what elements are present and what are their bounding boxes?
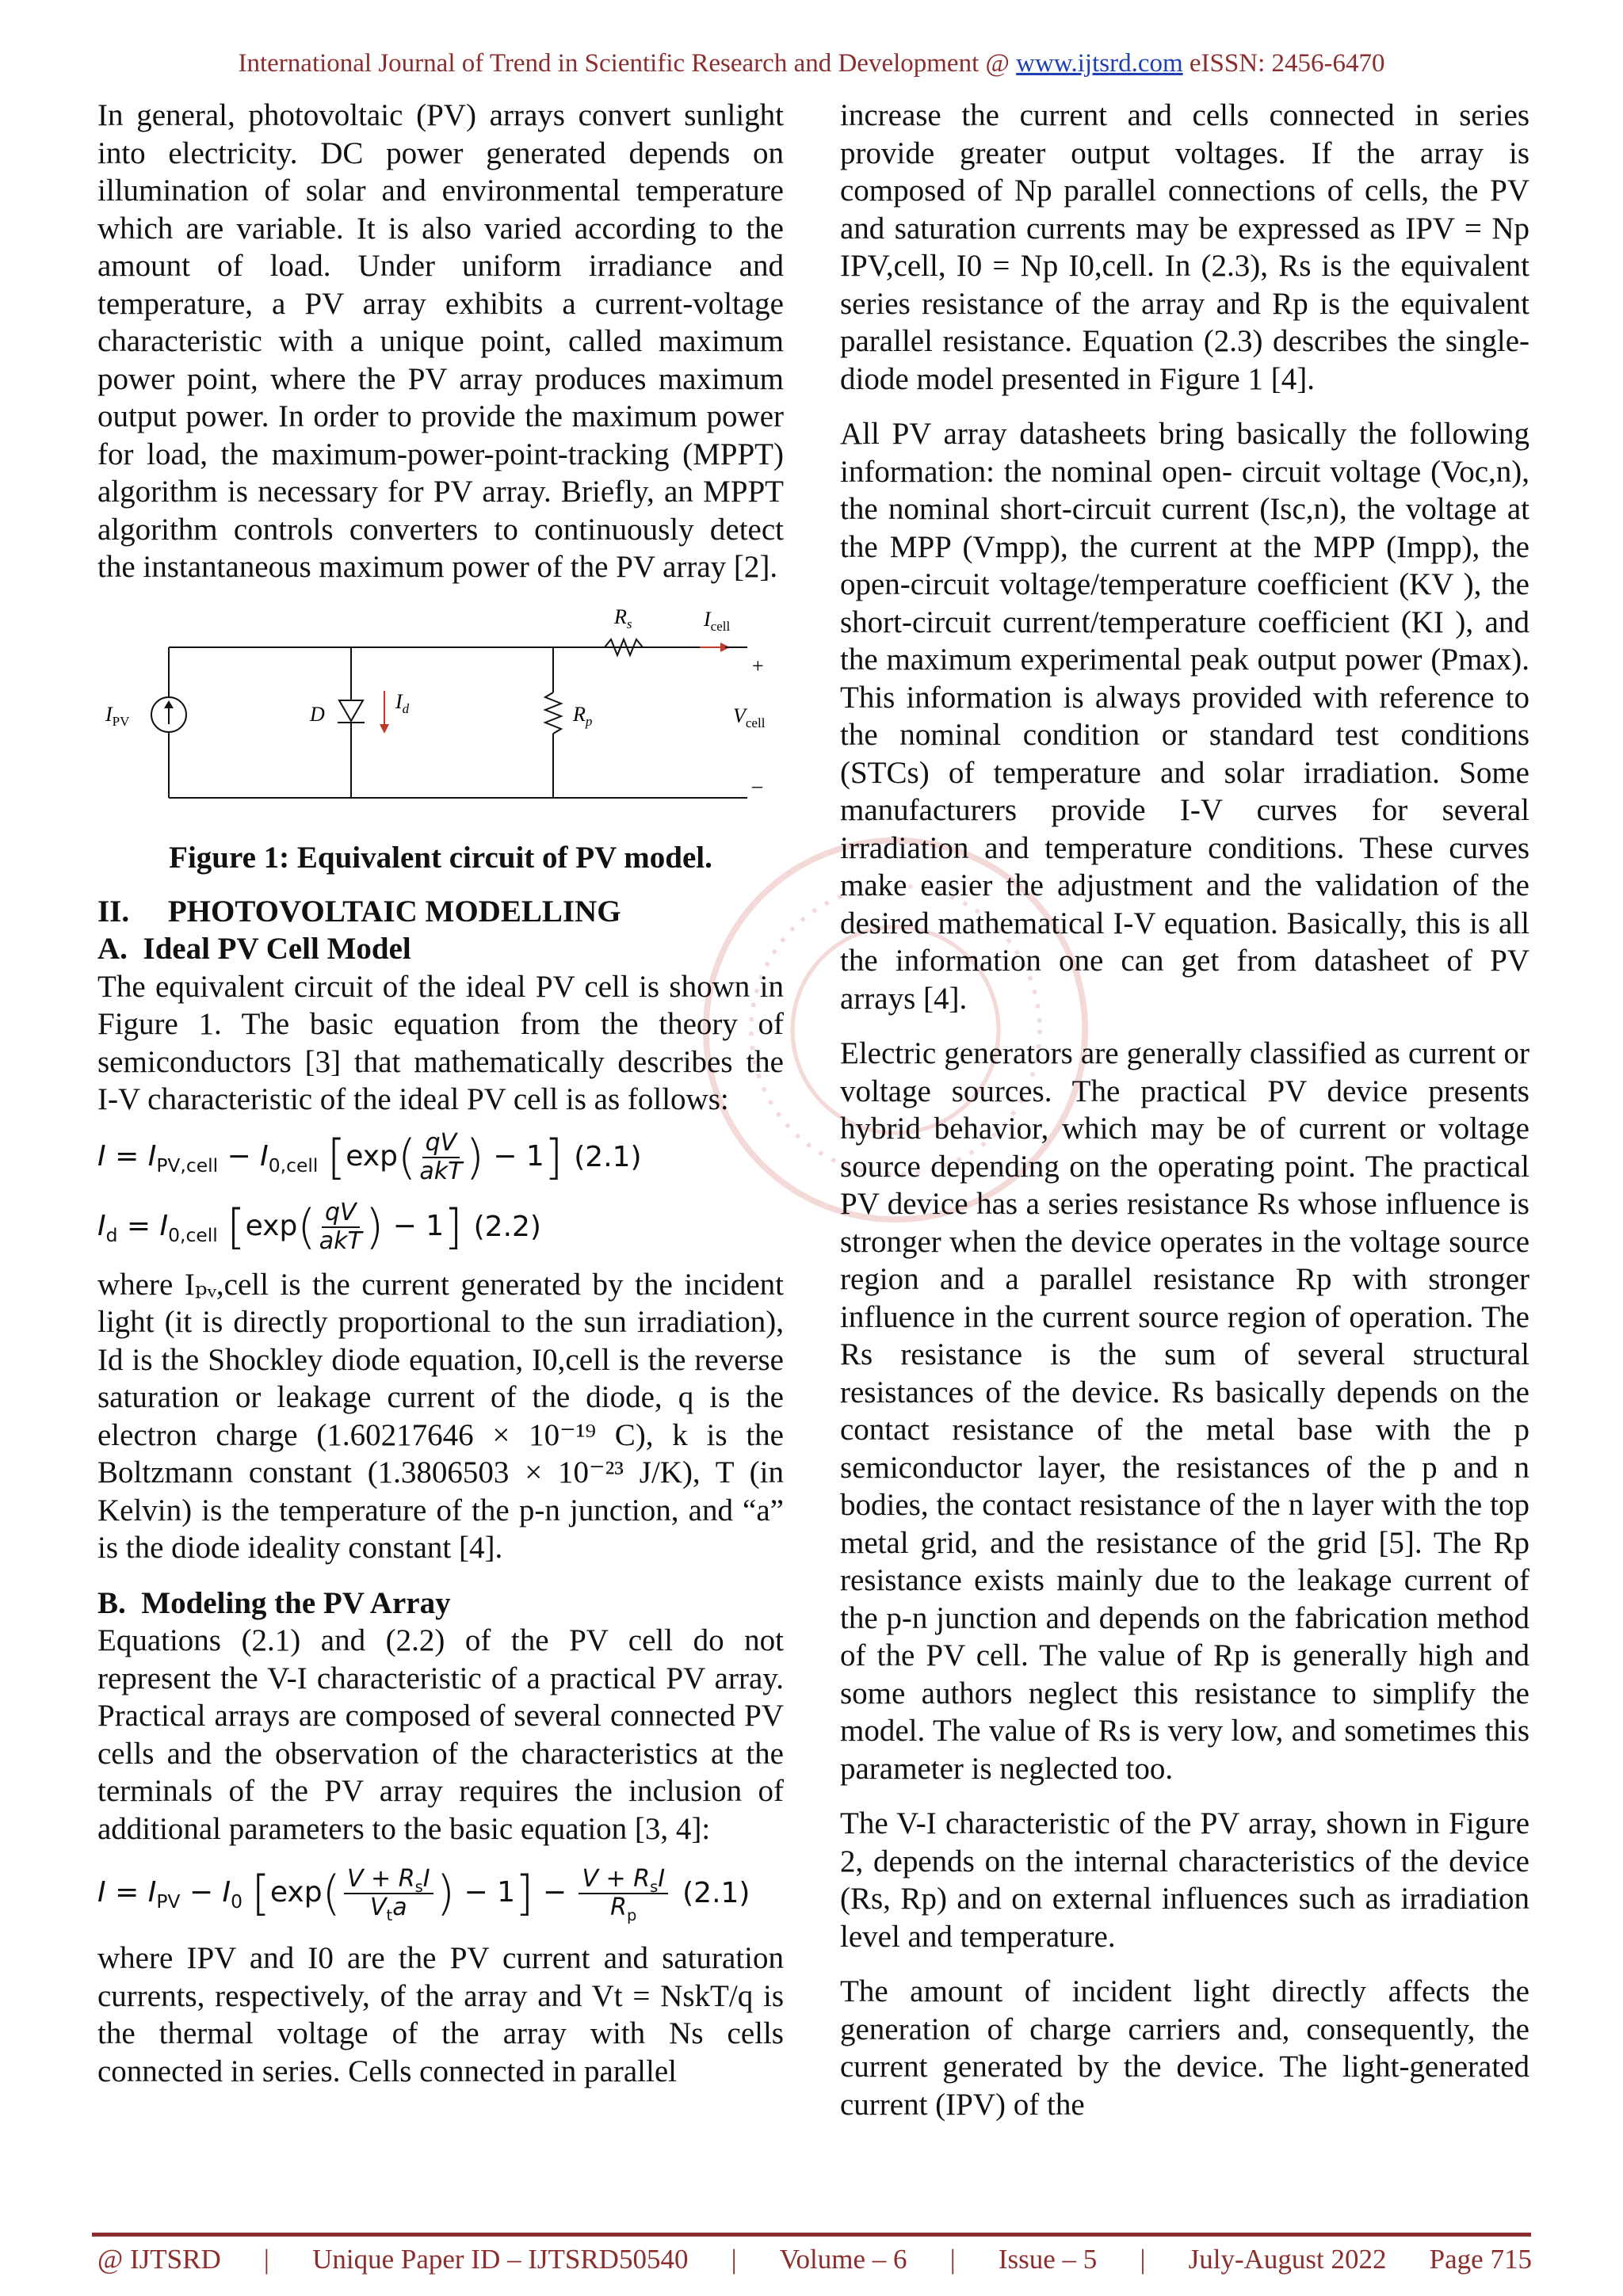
intro-paragraph: In general, photovoltaic (PV) arrays convert sunlight into electricity. DC power generated depends on illumination of solar and environmental temperature which are variable. It is also varied according to the amount of load. Under uniform irradiance and temperature, a PV array exhibits a current-voltage characteristic with a unique point, called maximum power point, where the PV array produces maximum output power. In order to provide the maximum power for load, the maximum-power-point-tracking (MPPT) algorithm is necessary for PV array. Briefly, an MPPT algorithm controls converters to continuously detect the instantaneous maximum power of the PV array [2]. xyxy=(97,98,784,584)
footer-rule xyxy=(92,2233,1531,2237)
journal-name: International Journal of Trend in Scientific Research and Development @ xyxy=(238,49,1017,78)
footer-ijtsrd: @ IJTSRD xyxy=(97,2244,221,2275)
footer-sep-1: | xyxy=(263,2244,269,2275)
page-footer xyxy=(97,2244,1532,2275)
right-paragraph-4: The V-I characteristic of the PV array, shown in Figure 2, depends on the internal characteristics of the device (Rs, Rp) and on external influences such as irradiation level and temperature. xyxy=(840,1806,1529,1954)
equation-2-1: $I = I_{PV,cell} - I_{0,cell}$ [exp( $\frac{qV}{\text{akT}}$ ) − 1] (2.1) xyxy=(97,1128,642,1185)
right-column xyxy=(840,97,1529,2141)
diode-label: D xyxy=(310,702,325,726)
footer-paper-id: Unique Paper ID – IJTSRD50540 xyxy=(312,2244,689,2275)
figure-1 xyxy=(97,604,784,835)
footer-date: July-August 2022 xyxy=(1188,2244,1387,2275)
journal-issn: eISSN: 2456-6470 xyxy=(1182,49,1385,78)
pv-equivalent-circuit xyxy=(97,604,784,826)
equation-2-2-number: (2.2) xyxy=(473,1210,541,1243)
id-label: $I_d$ xyxy=(395,689,410,716)
right-paragraph-2: All PV array datasheets bring basically the following information: the nominal open- circuit voltage (Voc,n), the nominal short-circuit current (Isc,n), the voltage at the MPP (Vmpp), the current at the MPP (Impp), the open-circuit voltage/temperature coefficient (KV ), the short-circuit current/temperature coefficient (KI ), and the maximum experimental peak output power (Pmax). This information is always provided with reference to the nominal condition or standard test conditions (STCs) of temperature and solar irradiation. Some manufacturers provide I-V curves for several irradiation and temperature conditions. These curves make easier the adjustment and the validation of the desired mathematical I-V equation. Basically, this is all the information one can get from datasheet of PV arrays [4]. xyxy=(840,417,1529,1016)
right-paragraph-3: Electric generators are generally classified as current or voltage sources. The practical PV device presents hybrid behavior, which may be of current or voltage source depending on the operating point. The practical PV device has a series resistance Rs whose influence is stronger when the device operates in the voltage source region and a parallel resistance Rp with stronger influence in the current source region of operation. The Rs resistance is the sum of several structural resistances of the device. Rs basically depends on the contact resistance of the metal base with the p semiconductor layer, the resistances of the p and n bodies, the contact resistance of the n layer with the top metal grid, and the resistance of the grid [5]. The Rp resistance exists mainly due to the leakage current of the p-n junction and depends on the fabrication method of the PV cell. The value of Rp is generally high and some authors neglect this resistance to simplify the model. The value of Rs is very low, and sometimes this parameter is neglected too. xyxy=(840,1036,1529,1786)
footer-sep-3: | xyxy=(949,2244,956,2275)
equation-2-3-number: (2.1) xyxy=(682,1877,750,1910)
footer-issue: Issue – 5 xyxy=(998,2244,1098,2275)
icell-label: $I_{cell}$ xyxy=(704,607,731,634)
rs-label: $R_s$ xyxy=(614,605,632,631)
right-paragraph-1: increase the current and cells connected in series provide greater output voltages. If the array is composed of Np parallel connections of cells, the PV and saturation currents may be expressed as IPV = Np IPV,cell, I0 = Np I0,cell. In (2.3), Rs is the equivalent series resistance of the array and Rp is the equivalent parallel resistance. Equation (2.3) describes the single-diode model presented in Figure 1 [4]. xyxy=(840,98,1529,396)
section-heading: II. PHOTOVOLTAIC MODELLING xyxy=(97,894,621,929)
footer-page: Page 715 xyxy=(1429,2244,1532,2275)
plus-terminal-label: + xyxy=(752,654,764,677)
subsection-b-paragraph: Equations (2.1) and (2.2) of the PV cell do not represent the V-I characteristic of a practical PV array. Practical arrays are composed of several connected PV cells and the observation of the characteristics at the terminals of the PV array requires the inclusion of additional parameters to the basic equation [3, 4]: xyxy=(97,1623,784,1846)
vcell-label: $V_{cell}$ xyxy=(733,704,766,730)
minus-terminal-label: – xyxy=(752,773,762,797)
footer-sep-2: | xyxy=(731,2244,737,2275)
footer-volume: Volume – 6 xyxy=(779,2244,907,2275)
subsection-a-heading: A. Ideal PV Cell Model xyxy=(97,932,411,966)
rp-label: $R_p$ xyxy=(573,702,593,729)
ipv-label: $I_{PV}$ xyxy=(105,702,130,729)
left-column xyxy=(97,97,784,2107)
subsection-b-heading: B. Modeling the PV Array xyxy=(97,1585,451,1620)
equation-2-1-number: (2.1) xyxy=(574,1140,642,1173)
figure-1-caption: Figure 1: Equivalent circuit of PV model. xyxy=(169,841,712,875)
where-paragraph-1: where Iₚᵥ,cell is the current generated by the incident light (it is directly proportional to the sun irradiation), Id is the Shockley diode equation, I0,cell is the reverse saturation or leakage current of the diode, q is the electron charge (1.60217646 × 10⁻¹⁹ C), k is the Boltzmann constant (1.3806503 × 10⁻²³ J/K), T (in Kelvin) is the temperature of the p-n junction, and “a” is the diode ideality constant [4]. xyxy=(97,1267,784,1565)
right-paragraph-5: The amount of incident light directly affects the generation of charge carriers and, consequently, the current generated by the device. The light-generated current (IPV) of the xyxy=(840,1974,1529,2122)
equation-2-2: $I_d = I_{0,cell}$ [exp( $\frac{qV}{\text{akT}}$ ) − 1] (2.2) xyxy=(97,1198,541,1255)
journal-header xyxy=(0,49,1623,78)
journal-url-link[interactable]: www.ijtsrd.com xyxy=(1016,49,1183,78)
equation-2-3: $I = I_{PV} - I_0$ [exp( $\frac{V + R_sI}{V_ta}$ ) − 1] − $\frac{V + R_sI}{R_p}$ (2.1) xyxy=(97,1865,750,1924)
subsection-a-paragraph: The equivalent circuit of the ideal PV cell is shown in Figure 1. The basic equation from the theory of semiconductors [3] that mathematically describes the I-V characteristic of the ideal PV cell is as follows: xyxy=(97,969,784,1116)
where-paragraph-2: where IPV and I0 are the PV current and saturation currents, respectively, of the array and Vt = NskT/q is the thermal voltage of the array with Ns cells connected in series. Cells connected in parallel xyxy=(97,1941,784,2088)
footer-sep-4: | xyxy=(1140,2244,1146,2275)
